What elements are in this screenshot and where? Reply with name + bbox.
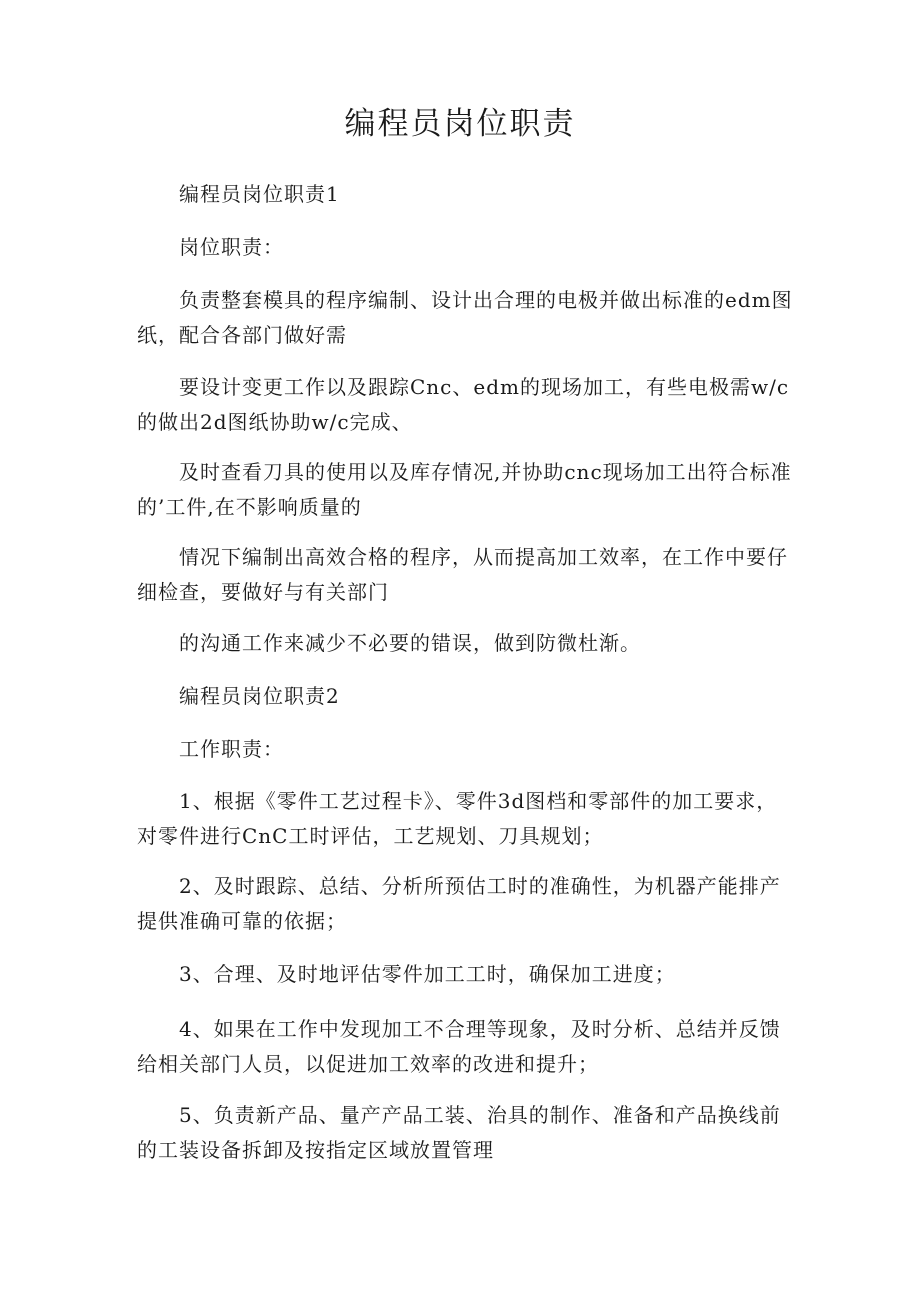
paragraph-label-duties: 岗位职责： (179, 235, 284, 259)
list-item: 5、负责新产品、量产产品工装、治具的制作、准备和产品换线前的工装设备拆卸及按指定区域放置管理 (137, 1103, 781, 1162)
list-item: 4、如果在工作中发现加工不合理等现象，及时分析、总结并反馈给相关部门人员，以促进加工效率的改进和提升； (137, 1017, 781, 1076)
paragraph: 情况下编制出高效合格的程序，从而提高加工效率，在工作中要仔细检查，要做好与有关部门 (137, 545, 788, 604)
paragraph: 负责整套模具的程序编制、设计出合理的电极并做出标准的edm图纸，配合各部门做好需 (137, 288, 793, 347)
section-heading-2: 编程员岗位职责2 (179, 684, 340, 708)
document-title: 编程员岗位职责 (344, 106, 576, 142)
list-item: 3、合理、及时地评估零件加工工时，确保加工进度； (179, 962, 676, 986)
section-heading-1: 编程员岗位职责1 (179, 182, 340, 206)
list-item: 1、根据《零件工艺过程卡》、零件3d图档和零部件的加工要求，对零件进行CnC工时评估，工艺规划、刀具规划； (137, 789, 778, 848)
list-item: 2、及时跟踪、总结、分析所预估工时的准确性，为机器产能排产提供准确可靠的依据； (137, 874, 781, 933)
paragraph: 要设计变更工作以及跟踪Cnc、edm的现场加工，有些电极需w/c的做出2d图纸协助w/c完成、 (137, 375, 790, 434)
paragraph-label-work-duties: 工作职责： (179, 737, 284, 761)
paragraph: 及时查看刀具的使用以及库存情况,并协助cnc现场加工出符合标准的’工件,在不影响质量的 (137, 460, 792, 519)
paragraph: 的沟通工作来减少不必要的错误，做到防微杜渐。 (179, 631, 641, 655)
